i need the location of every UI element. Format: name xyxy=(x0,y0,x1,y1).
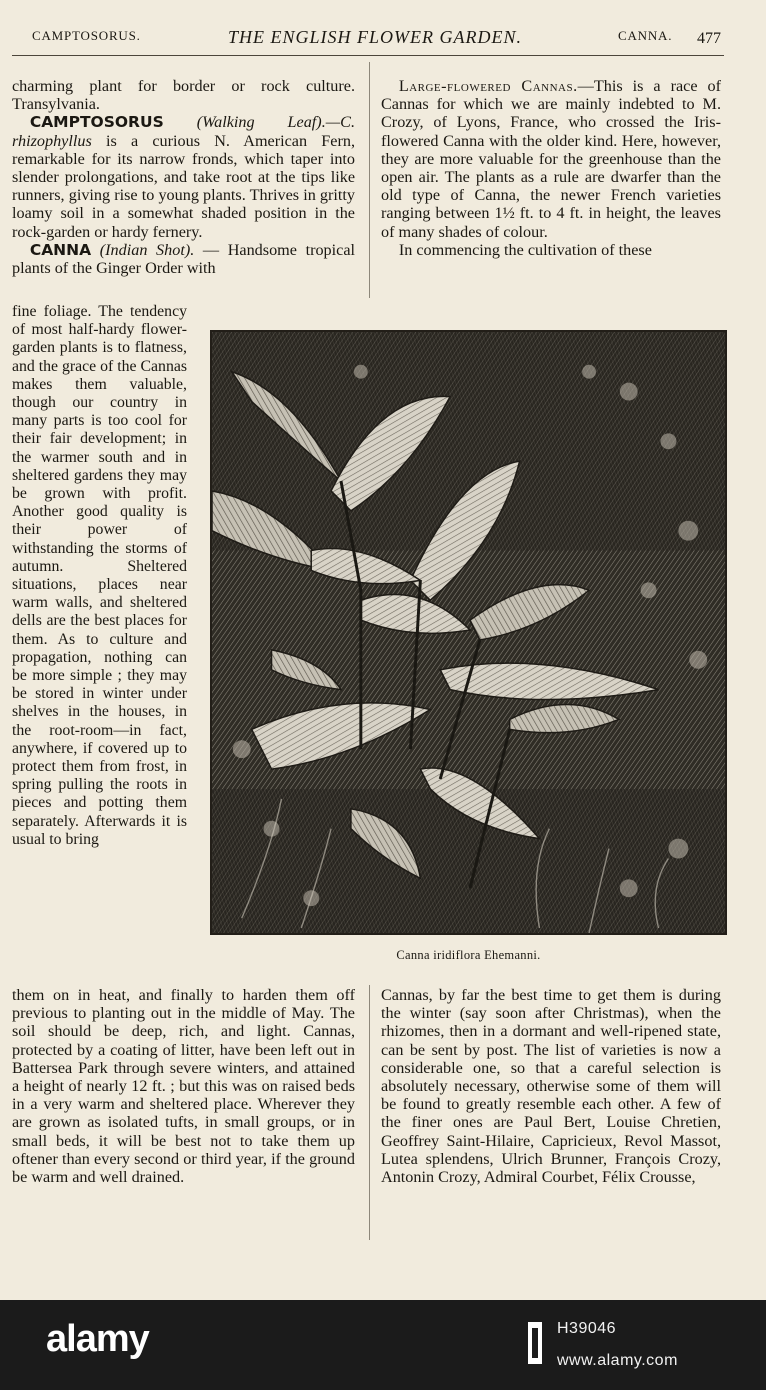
entry-canna xyxy=(12,241,355,277)
canna-planting-text: them on in heat, and finally to harden them off previous to planting out in the middle of May. The soil should be deep, rich, and light. Cannas, protected by a coating of litter, have been left out in Battersea Park through severe winters, and attained a height of nearly 12 ft. ; but this was on raised beds in a very warm and sheltered place. Wherever they are grown as isolated tufts, in small groups, or in small beds, it will be best not to take them up oftener than every second or third year, if the ground be warm and well drained. xyxy=(12,986,355,1187)
entry-name-camptosorus: CAMPTOSORUS xyxy=(29,113,164,132)
alamy-logo: alamy xyxy=(46,1318,149,1360)
large-flowered-text: —This is a race of Cannas for which we are mainly indebted to M. Crozy, of Lyons, France, who crossed the Iris-flowered Canna with the older kind. Here, however, they are more valuable for the greenhouse than the open air. The plants as a rule are dwarfer than the old type of Canna, the newer French varieties ranging between 1½ ft. to 4 ft. in height, the leaves of many shades of colour. xyxy=(381,77,721,241)
camptosorus-text: is a curious N. American Fern, remarkable for its narrow fronds, which taper into slender prolongations, and take root at the tips like runners, giving rise to young plants. Thrives in gritty loamy soil in a somewhat shaded position in the rock-garden or hardy fernery. xyxy=(12,131,355,241)
column-divider-top xyxy=(369,62,370,298)
paragraph-transylvania: charming plant for border or rock culture. Transylvania. xyxy=(12,77,355,114)
column-divider-bottom xyxy=(369,985,370,1240)
site-url: www.alamy.com xyxy=(557,1352,678,1369)
canna-intro-text: — Handsome tropical plants of the Ginger Order with xyxy=(12,240,355,278)
figure-caption: Canna iridiflora Ehemanni. xyxy=(396,948,541,962)
image-id: H39046 xyxy=(557,1320,617,1337)
page-number: 477 xyxy=(697,30,721,47)
entry-camptosorus xyxy=(12,113,355,240)
large-flowered-heading: Large-flowered Cannas. xyxy=(398,77,578,95)
running-head-right: CANNA. xyxy=(618,28,673,43)
large-flowered-paragraph xyxy=(381,77,721,241)
left-column-narrow xyxy=(12,303,187,985)
camptosorus-species: —C. rhizophyllus xyxy=(12,113,355,150)
canna-culture-text: fine foliage. The tendency of most half-hardy flower-garden plants is to flatness, and the grace of the Cannas makes them valuable, though our country in many parts is too cool for their fair development; in the warmer south and in sheltered gardens they may be grown with profit. Another good quality is their power of withstanding the storms of autumn. Sheltered situations, places near warm walls, and sheltered dells are the best places for them. As to culture and propagation, nothing can be more simple ; they may be stored in winter under shelves in the houses, in the root-room—in fact, anywhere, if covered up to protect them from frost, in spring pulling the roots in pieces and potting them separately. Afterwards it is usual to bring xyxy=(12,303,187,848)
right-column-bottom xyxy=(381,986,721,1246)
left-column-bottom xyxy=(12,986,355,1246)
left-column-top xyxy=(12,77,355,317)
varieties-text: Cannas, by far the best time to get them is during the winter (say soon after Christmas), when the rhizomes, then in a dormant and well-ripened state, can be sent by post. The list of varieties is now a considerable one, so that a careful selection is absolutely necessary, otherwise some of them will be found to greatly resemble each other. A few of the finer ones are Paul Bert, Louise Chretien, Geoffrey Saint-Hilaire, Capricieux, Revol Massot, Lutea splendens, Ulrich Brunner, François Crozy, Antonin Crozy, Admiral Courbet, Félix Crousse, xyxy=(381,986,721,1187)
commencing-text: In commencing the cultivation of these xyxy=(398,240,652,259)
entry-name-canna: CANNA xyxy=(29,240,92,259)
watermark-banner xyxy=(0,1300,766,1390)
camptosorus-common-name: (Walking Leaf). xyxy=(196,113,326,132)
alamy-mark-icon xyxy=(528,1322,542,1364)
header-rule xyxy=(12,55,724,56)
running-head-title: THE ENGLISH FLOWER GARDEN. xyxy=(228,27,522,47)
canna-engraving-image xyxy=(212,332,725,933)
right-column-top xyxy=(381,77,721,303)
canna-common-name: (Indian Shot). xyxy=(99,240,195,259)
running-head-left: CAMPTOSORUS. xyxy=(32,28,141,43)
canna-illustration xyxy=(210,330,727,935)
